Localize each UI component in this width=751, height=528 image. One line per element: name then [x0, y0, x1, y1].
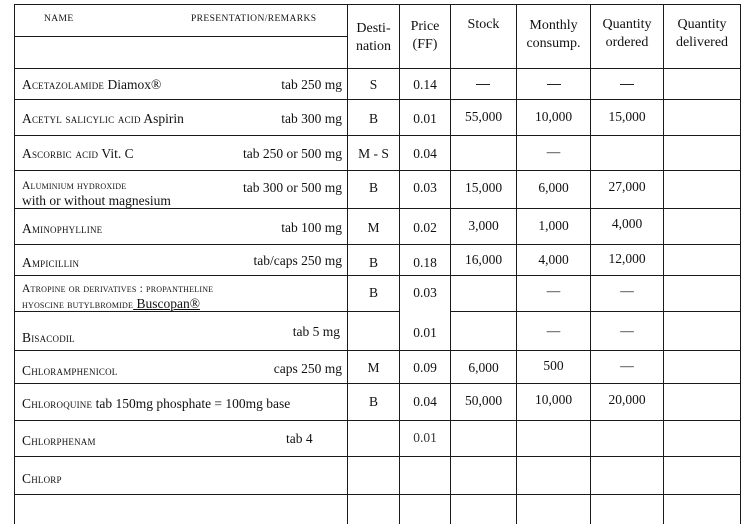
destination: B — [368, 394, 378, 409]
presentation: tab 4 — [286, 431, 313, 446]
destination: M — [367, 360, 380, 375]
destination: B — [368, 285, 378, 300]
price: 0.03 — [413, 180, 437, 195]
monthly: — — [546, 283, 561, 298]
drug-name: Aminophylline — [22, 221, 103, 236]
destination: S — [369, 77, 378, 92]
price: 0.04 — [413, 394, 437, 409]
drug-name: Chloramphenicol — [22, 363, 118, 378]
header-monthly-1: Monthly — [529, 18, 578, 33]
presentation: tab 300 mg — [281, 111, 342, 126]
drug-name: Bisacodil — [22, 330, 75, 345]
drug-name: Aluminium hydroxide — [22, 180, 127, 192]
presentation: tab 250 or 500 mg — [243, 146, 342, 161]
stock: 55,000 — [464, 109, 503, 124]
header-destination-2: nation — [356, 39, 391, 54]
presentation: tab 5 mg — [292, 324, 340, 339]
rule-h-row6 — [14, 275, 741, 276]
stock: 6,000 — [468, 360, 499, 375]
ordered: 12,000 — [608, 251, 646, 266]
rule-h-row2 — [14, 135, 741, 136]
table-row-name — [22, 472, 62, 486]
header-monthly-2: consump. — [526, 36, 581, 51]
ordered: — — [620, 283, 634, 298]
rule-h-row7b — [450, 311, 741, 312]
rule-h-row12 — [14, 494, 741, 495]
table-row-name — [22, 178, 126, 193]
destination: M — [367, 220, 380, 235]
table-row-name — [22, 112, 184, 126]
header-delivered-2: delivered — [675, 35, 729, 50]
drug-name: Acetyl salicylic acid — [22, 111, 141, 126]
table-row-name — [22, 281, 213, 296]
presentation: tab 250 mg — [281, 77, 342, 92]
ordered: 4,000 — [611, 216, 643, 231]
ordered: 20,000 — [608, 392, 646, 407]
table-row-name — [22, 147, 134, 161]
dash-mark — [620, 84, 634, 85]
drug-name: Ascorbic acid — [22, 146, 99, 161]
rule-h-row5 — [14, 244, 741, 245]
monthly: 10,000 — [534, 392, 573, 407]
monthly: 4,000 — [538, 252, 569, 267]
monthly: 6,000 — [538, 180, 569, 195]
drug-name-line2: hyoscine butylbromide — [22, 299, 134, 311]
rule-h-row10 — [14, 420, 741, 421]
header-ordered-2: ordered — [605, 35, 649, 50]
table-row-name — [22, 364, 118, 378]
rule-h-row8 — [14, 350, 741, 351]
header-delivered-1: Quantity — [677, 17, 727, 32]
monthly: 1,000 — [538, 218, 569, 233]
rule-v-ordered — [663, 4, 664, 524]
ordered: 15,000 — [608, 109, 646, 124]
table-row-name — [22, 78, 161, 92]
stock: 16,000 — [464, 252, 503, 267]
destination: B — [368, 180, 378, 195]
table-row-name-line2 — [22, 297, 200, 312]
header-stock: Stock — [467, 17, 500, 32]
table-row-name — [22, 434, 96, 448]
price: 0.18 — [413, 255, 437, 270]
price: 0.01 — [413, 430, 437, 445]
price: 0.01 — [413, 111, 437, 126]
rule-h-top — [14, 4, 741, 5]
price: 0.09 — [413, 360, 437, 375]
table-row-name — [22, 397, 290, 411]
ordered: — — [620, 323, 634, 338]
brand-name: Vit. C — [98, 146, 134, 161]
drug-name: Atropine or derivatives : propantheline — [22, 283, 214, 295]
dash-mark — [547, 84, 561, 85]
drug-name: Acetazolamide — [22, 77, 105, 92]
stock: 50,000 — [464, 393, 503, 408]
header-name: NAME — [44, 14, 74, 24]
presentation: tab/caps 250 mg — [253, 253, 342, 268]
price: 0.01 — [413, 325, 437, 340]
table-row-name — [22, 222, 102, 236]
rule-v-right — [740, 4, 741, 524]
price: 0.04 — [413, 146, 437, 161]
ordered: 27,000 — [608, 179, 646, 194]
presentation: tab 100 mg — [281, 220, 342, 235]
drug-name: Chloroquine — [22, 396, 93, 411]
header-price-1: Price — [410, 19, 440, 34]
destination: M - S — [358, 146, 389, 161]
rule-h-row1 — [14, 99, 741, 100]
ordered: — — [620, 358, 634, 373]
brand-name: Buscopan® — [133, 296, 200, 311]
stock: 15,000 — [464, 180, 503, 195]
destination: B — [368, 111, 378, 126]
monthly: 10,000 — [534, 109, 573, 124]
presentation: caps 250 mg — [273, 361, 342, 376]
header-ordered-1: Quantity — [602, 17, 652, 32]
header-presentation: PRESENTATION/REMARKS — [191, 14, 317, 24]
drug-name: Chlorp — [22, 471, 62, 486]
dash-mark — [476, 84, 490, 85]
drug-name-line2: with or without magnesium — [22, 193, 171, 208]
header-destination-1: Desti- — [356, 21, 391, 36]
monthly: 500 — [543, 358, 564, 373]
monthly: — — [546, 323, 561, 338]
destination: B — [368, 255, 378, 270]
stock: 3,000 — [468, 218, 499, 233]
rule-h-subheader — [14, 36, 347, 37]
price: 0.03 — [413, 285, 437, 300]
brand-name: Diamox® — [104, 77, 162, 92]
header-price-2: (FF) — [412, 37, 438, 52]
table-row-name — [22, 256, 79, 270]
rule-v-left — [14, 4, 15, 524]
price: 0.14 — [413, 77, 437, 92]
price: 0.02 — [413, 220, 437, 235]
drug-name: Chlorphenam — [22, 433, 96, 448]
drug-name: Ampicillin — [22, 255, 80, 270]
table-row-name — [22, 331, 75, 345]
presentation: tab 300 or 500 mg — [243, 180, 342, 195]
monthly: — — [546, 144, 561, 159]
rule-h-row3 — [14, 170, 741, 171]
brand-name: Aspirin — [140, 111, 184, 126]
rule-h-row11 — [14, 456, 741, 457]
brand-name: tab 150mg phosphate = 100mg base — [92, 396, 291, 411]
rule-h-header — [14, 68, 741, 69]
rule-h-row9 — [14, 383, 741, 384]
rule-h-row4 — [14, 208, 741, 209]
